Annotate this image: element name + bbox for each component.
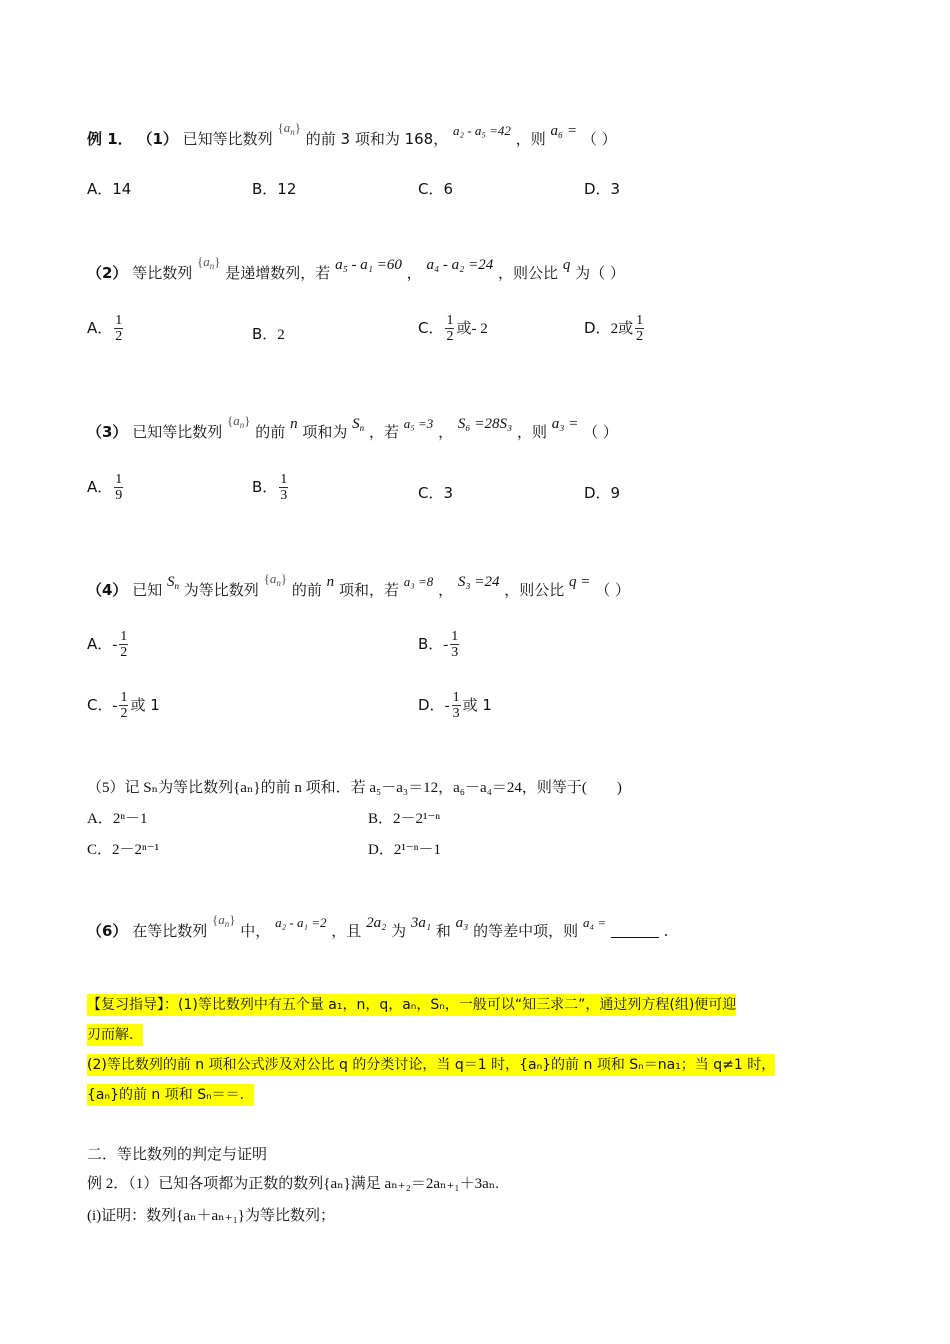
q6-text-4: 为: [391, 922, 407, 940]
q3-option-d: D．9: [584, 484, 621, 502]
q4-option-d: D．- $\frac{1}{3}$ 或 1: [418, 690, 492, 721]
q3-option-a: A． $\frac{1}{9}$: [87, 472, 123, 503]
q5-option-b: B．2－2¹⁻ⁿ: [368, 811, 441, 827]
q1-option-d: D．3: [584, 180, 621, 198]
q3-separator: ，: [438, 423, 454, 441]
seq-brace: $\{a_n\}$: [197, 254, 221, 271]
q6-text-1: 在等比数列: [132, 922, 208, 940]
q3-n-symbol: n: [290, 416, 298, 432]
answer-blank[interactable]: [611, 923, 659, 938]
q5-option-a: A．2ⁿ－1: [87, 811, 148, 827]
q3-text-2: 的前: [255, 423, 286, 441]
q1-number: （1）: [137, 130, 178, 148]
q2-text-4: 为（ ）: [575, 264, 625, 282]
q4-text-3: 的前: [291, 581, 322, 599]
review-line-1: 【复习指导】：(1)等比数列中有五个量 a₁，n，q，aₙ，Sₙ，一般可以“知三求二”，通过列方程(组)便可迎: [87, 994, 736, 1016]
q4-s-symbol: $S_n$: [167, 574, 180, 591]
q4-option-b: B．- $\frac{1}{3}$: [418, 629, 459, 660]
q1-condition: a₂ - a₅ =42: [453, 123, 511, 138]
q4-target: q =: [569, 574, 591, 590]
q3-option-c: C．3: [418, 484, 454, 502]
seq-brace: $\{a_n\}$: [212, 912, 236, 929]
q6-text-3: ，且: [331, 922, 362, 940]
q1-option-a: A．14: [87, 180, 132, 198]
seq-brace: $\{a_n\}$: [227, 413, 251, 430]
q4-text-2: 为等比数列: [183, 581, 259, 599]
q2-text-3: ，则公比: [498, 264, 559, 282]
q6-end: .: [663, 922, 669, 940]
q4-text-4: 项和，若: [338, 581, 399, 599]
q6-number: （6）: [87, 922, 128, 940]
q2-option-a: A． $\frac{1}{2}$: [87, 313, 123, 344]
q3-text-5: ，则: [516, 423, 547, 441]
q4-text-5: ，则公比: [504, 581, 565, 599]
q2-number: （2）: [87, 264, 128, 282]
q3-number: （3）: [87, 423, 128, 441]
ex1-q3-line: [87, 413, 618, 448]
q3-s-symbol: $S_n$: [352, 416, 365, 433]
q1-text-1: 已知等比数列: [182, 130, 273, 148]
q6-term-a3: a₃: [455, 915, 469, 931]
ex1-label: 例 1．: [87, 130, 133, 148]
q4-option-a: A．- $\frac{1}{2}$: [87, 629, 128, 660]
q6-term-3a1: 3a₁: [410, 915, 432, 931]
q3-option-b: B． $\frac{1}{3}$: [252, 472, 288, 503]
seq-brace: $\{a_n\}$: [263, 571, 288, 588]
q3-paren: （ ）: [583, 423, 618, 441]
seq-brace: $\{a_n\}$: [277, 120, 301, 137]
ex1-q6-line: [87, 912, 669, 947]
q3-text-1: 已知等比数列: [132, 423, 223, 441]
q3-condition-2: S₆ =28S₃: [457, 416, 513, 432]
ex1-q2-line: [87, 254, 625, 289]
q2-separator: ，: [406, 264, 422, 282]
ex1-q1-line: [87, 120, 617, 155]
q1-text-2: 的前 3 项和为 168，: [305, 130, 449, 148]
q4-n-symbol: n: [326, 574, 335, 590]
q2-text-2: 是递增数列，若: [225, 264, 331, 282]
example-2-sub-1: (i)证明：数列{aₙ＋aₙ₊₁}为等比数列；: [87, 1208, 335, 1224]
q4-number: （4）: [87, 581, 128, 599]
review-line-2: 刃而解．: [87, 1024, 143, 1046]
q4-condition-2: S₃ =24: [457, 574, 500, 590]
q6-term-2a2: 2a₂: [366, 915, 387, 931]
q4-separator: ，: [438, 581, 454, 599]
q5-option-d: D．2¹⁻ⁿ－1: [368, 842, 441, 858]
ex1-q5-line: （5）记 Sₙ为等比数列{aₙ}的前 n 项和．若 a₅－a₃＝12，a₆－a₄＝24，则等于( ): [87, 780, 622, 796]
q4-text-1: 已知: [132, 581, 163, 599]
q6-condition-1: a₂ - a₁ =2: [275, 915, 327, 930]
review-line-4: {aₙ}的前 n 项和 Sₙ＝＝．: [87, 1084, 254, 1106]
q6-text-6: 的等差中项，则: [473, 922, 579, 940]
q1-option-c: C．6: [418, 180, 454, 198]
q1-paren: （ ）: [581, 130, 617, 148]
q2-option-b: B．2: [252, 325, 285, 343]
q2-condition-2: a₄ - a₂ =24: [426, 257, 494, 273]
q6-text-2: 中，: [240, 922, 271, 940]
example-2-line: 例 2．（1）已知各项都为正数的数列{aₙ}满足 aₙ₊₂＝2aₙ₊₁＋3aₙ.: [87, 1176, 500, 1192]
q6-target: a₄ =: [582, 915, 606, 930]
q2-text-1: 等比数列: [132, 264, 193, 282]
q1-text-3: ，则: [515, 130, 546, 148]
q3-text-4: ，若: [368, 423, 399, 441]
q2-condition-1: a₅ - a₁ =60: [335, 257, 402, 273]
q5-option-c: C．2－2ⁿ⁻¹: [87, 842, 160, 858]
section-2-title: 二．等比数列的判定与证明: [87, 1145, 268, 1163]
q1-option-b: B．12: [252, 180, 297, 198]
review-line-3: (2)等比数列的前 n 项和公式涉及对公比 q 的分类讨论，当 q＝1 时，{aₙ}的前 n 项和 Sₙ＝na₁；当 q≠1 时，: [87, 1054, 775, 1076]
q2-option-d: D．2或 $\frac{1}{2}$: [584, 313, 644, 344]
q4-paren: （ ）: [595, 581, 630, 599]
ex1-q4-line: [87, 571, 630, 606]
q2-q-symbol: q: [562, 257, 571, 273]
q3-text-3: 项和为: [302, 423, 348, 441]
q3-target: a₃ =: [551, 416, 579, 432]
q1-target: a₆ =: [550, 123, 578, 139]
q4-option-c: C．- $\frac{1}{2}$ 或 1: [87, 690, 160, 721]
q6-text-5: 和: [435, 922, 451, 940]
q3-condition-1: a₅ =3: [403, 416, 434, 431]
q2-option-c: C． $\frac{1}{2}$ 或- 2: [418, 313, 488, 344]
q4-condition-1: a₃ =8: [403, 574, 434, 589]
